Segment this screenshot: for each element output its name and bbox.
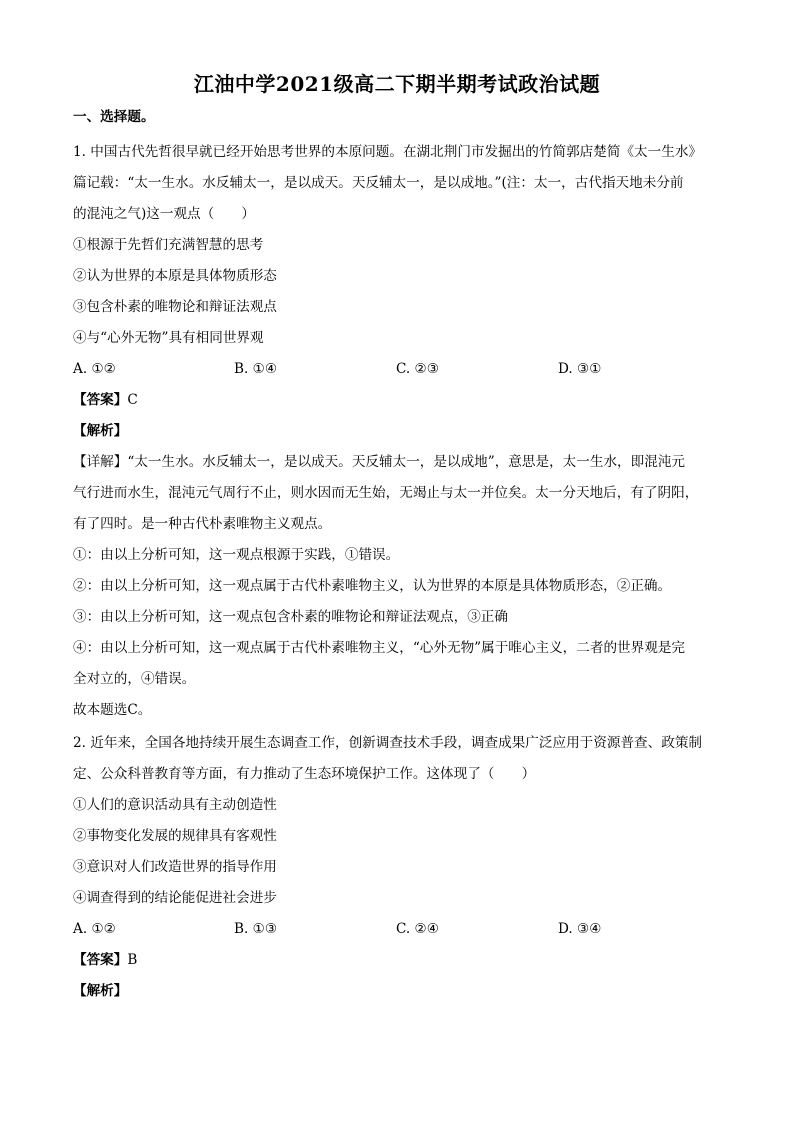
q1-detail-line: 故本题选C。 bbox=[73, 702, 152, 718]
q1-analysis-label: 【解析】 bbox=[73, 423, 128, 439]
q1-item: ②认为世界的本原是具体物质形态 bbox=[73, 268, 277, 284]
q2-option-c: C. ②④ bbox=[396, 921, 439, 937]
q1-item: ④与“心外无物”具有相同世界观 bbox=[73, 330, 264, 346]
q2-item: ①人们的意识活动具有主动创造性 bbox=[73, 797, 277, 813]
q1-answer bbox=[73, 390, 733, 410]
answer-label: 【答案】 bbox=[73, 392, 128, 408]
answer-label: 【答案】 bbox=[73, 952, 128, 968]
q2-stem-line: 2. 近年来，全国各地持续开展生态调查工作，创新调查技术手段，调查成果广泛应用于资源普查、政策制 bbox=[73, 735, 703, 751]
q2-item: ②事物变化发展的规律具有客观性 bbox=[73, 828, 277, 844]
q1-detail-line: 气行进而水生，混沌元气周行不止，则水因而无生始，无竭止与太一并位矣。太一分天地后，有了阴阳， bbox=[73, 485, 699, 501]
answer-value: B bbox=[127, 952, 138, 968]
q1-option-c: C. ②③ bbox=[396, 361, 439, 377]
q1-detail-line: 【详解】“太一生水。水反辅太一，是以成天。天反辅太一，是以成地”，意思是，太一生水，即混沌元 bbox=[73, 454, 686, 470]
q2-analysis-label: 【解析】 bbox=[73, 983, 128, 999]
section-heading: 一、选择题。 bbox=[73, 109, 155, 125]
q1-option-b: B. ①④ bbox=[234, 361, 278, 377]
q1-detail-line: ②：由以上分析可知，这一观点属于古代朴素唯物主义，认为世界的本原是具体物质形态，②正确。 bbox=[73, 578, 672, 594]
q1-stem-line: 1. 中国古代先哲很早就已经开始思考世界的本原问题。在湖北荆门市发掘出的竹简郭店楚简《太一生水》 bbox=[73, 144, 703, 160]
q1-stem-line: 篇记载：“太一生水。水反辅太一，是以成天。天反辅太一，是以成地。”(注：太一，古代指天地未分前 bbox=[73, 175, 684, 191]
q1-item: ①根源于先哲们充满智慧的思考 bbox=[73, 237, 264, 253]
q2-answer bbox=[73, 950, 733, 970]
page-title: 江油中学2021级高二下期半期考试政治试题 bbox=[193, 72, 601, 96]
q1-detail-line: 有了四时。是一种古代朴素唯物主义观点。 bbox=[73, 516, 332, 532]
q2-option-d: D. ③④ bbox=[558, 921, 602, 937]
q1-detail-line: ③：由以上分析可知，这一观点包含朴素的唯物论和辩证法观点，③正确 bbox=[73, 609, 508, 625]
q1-detail-line: ①：由以上分析可知，这一观点根源于实践，①错误。 bbox=[73, 547, 400, 563]
q1-stem-line: 的混沌之气)这一观点（ ） bbox=[73, 206, 256, 222]
q1-item: ③包含朴素的唯物论和辩证法观点 bbox=[73, 299, 277, 315]
q2-item: ④调查得到的结论能促进社会进步 bbox=[73, 890, 277, 906]
q2-item: ③意识对人们改造世界的指导作用 bbox=[73, 859, 277, 875]
q2-stem-line: 定、公众科普教育等方面，有力推动了生态环境保护工作。这体现了（ ） bbox=[73, 766, 536, 782]
q1-detail-line: ④：由以上分析可知，这一观点属于古代朴素唯物主义，“心外无物”属于唯心主义，二者的世界观是完 bbox=[73, 640, 686, 656]
q2-option-b: B. ①③ bbox=[234, 921, 278, 937]
q1-detail-line: 全对立的，④错误。 bbox=[73, 671, 196, 687]
q1-option-d: D. ③① bbox=[558, 361, 602, 377]
q1-option-a: A. ①② bbox=[73, 361, 116, 377]
q2-option-a: A. ①② bbox=[73, 921, 116, 937]
answer-value: C bbox=[127, 392, 138, 408]
